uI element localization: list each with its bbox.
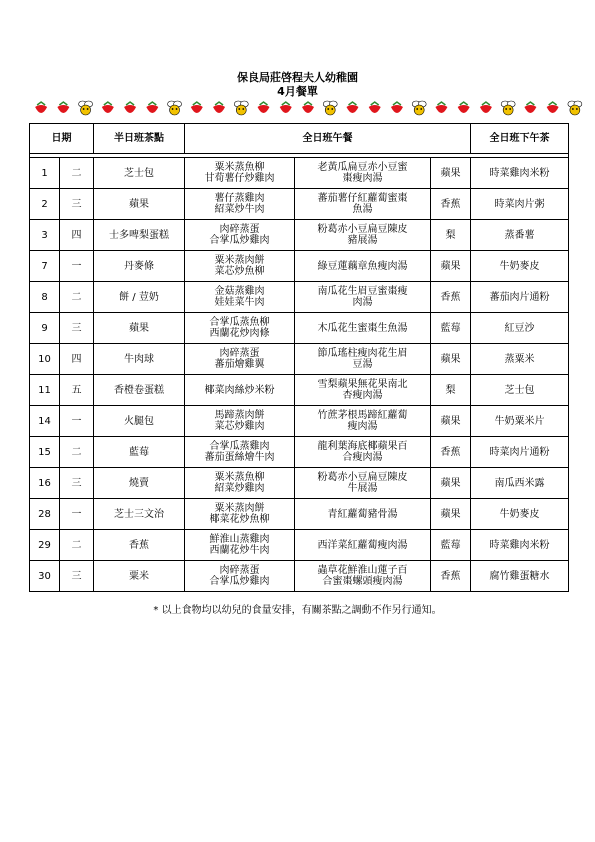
bee-icon xyxy=(568,101,582,115)
lunch-main-cell: 肉碎蒸蛋 合掌瓜炒雞肉 xyxy=(185,561,295,592)
lunch-main-cell: 粟米蒸肉餅 菜芯炒魚柳 xyxy=(185,251,295,282)
strawberry-icon xyxy=(57,102,69,113)
bee-icon xyxy=(79,101,93,115)
bee-icon xyxy=(412,101,426,115)
lunch-fruit-cell: 蘋果 xyxy=(431,344,471,375)
strawberry-icon xyxy=(191,102,203,113)
strawberry-icon xyxy=(435,102,447,113)
day-cell: 29 xyxy=(30,530,60,561)
lunch-soup-cell: 蕃茄薯仔紅蘿蔔蜜棗 魚湯 xyxy=(295,189,431,220)
menu-month-title: 4月餐單 xyxy=(277,85,318,98)
afternoon-tea-cell: 牛奶粟米片 xyxy=(471,406,569,437)
lunch-soup-cell: 節瓜瑤柱瘦肉花生眉 豆湯 xyxy=(295,344,431,375)
weekday-cell: 三 xyxy=(60,189,94,220)
table-row xyxy=(30,406,569,437)
snack-cell: 牛肉球 xyxy=(94,344,185,375)
afternoon-tea-cell: 蕃茄肉片通粉 xyxy=(471,282,569,313)
day-cell: 3 xyxy=(30,220,60,251)
lunch-soup-cell: 粉葛赤小豆扁豆陳皮 豬展湯 xyxy=(295,220,431,251)
weekday-cell: 四 xyxy=(60,344,94,375)
bee-icon xyxy=(323,101,337,115)
lunch-fruit-cell: 香蕉 xyxy=(431,437,471,468)
snack-cell: 香蕉 xyxy=(94,530,185,561)
lunch-fruit-cell: 蘋果 xyxy=(431,406,471,437)
table-row xyxy=(30,313,569,344)
header-date: 日期 xyxy=(30,124,94,154)
table-row xyxy=(30,375,569,406)
snack-cell: 丹麥條 xyxy=(94,251,185,282)
lunch-main-cell: 粟米蒸肉餅 椰菜花炒魚柳 xyxy=(185,499,295,530)
afternoon-tea-cell: 紅豆沙 xyxy=(471,313,569,344)
afternoon-tea-cell: 時菜雞肉米粉 xyxy=(471,158,569,189)
lunch-fruit-cell: 梨 xyxy=(431,220,471,251)
day-cell: 30 xyxy=(30,561,60,592)
table-row xyxy=(30,282,569,313)
day-cell: 7 xyxy=(30,251,60,282)
lunch-soup-cell: 竹蔗茅根馬蹄紅蘿蔔 瘦肉湯 xyxy=(295,406,431,437)
weekday-cell: 一 xyxy=(60,406,94,437)
afternoon-tea-cell: 牛奶麥皮 xyxy=(471,499,569,530)
table-row xyxy=(30,499,569,530)
day-cell: 10 xyxy=(30,344,60,375)
lunch-soup-cell: 青紅蘿蔔豬骨湯 xyxy=(295,499,431,530)
strawberry-icon xyxy=(458,102,470,113)
table-row xyxy=(30,189,569,220)
header-full-day-afternoon: 全日班下午茶 xyxy=(471,124,569,154)
bee-icon xyxy=(501,101,515,115)
day-cell: 9 xyxy=(30,313,60,344)
school-title: 保良局莊啓程夫人幼稚園 xyxy=(237,71,358,84)
footnote: * 以上食物均以幼兒的食量安排，有關茶點之調動不作另行通知。 xyxy=(153,605,442,616)
snack-cell: 芝士三文治 xyxy=(94,499,185,530)
weekday-cell: 三 xyxy=(60,468,94,499)
lunch-fruit-cell: 梨 xyxy=(431,375,471,406)
strawberry-icon xyxy=(480,102,492,113)
weekday-cell: 二 xyxy=(60,158,94,189)
day-cell: 16 xyxy=(30,468,60,499)
lunch-soup-cell: 綠豆蓮藕章魚瘦肉湯 xyxy=(295,251,431,282)
day-cell: 11 xyxy=(30,375,60,406)
strawberry-icon xyxy=(391,102,403,113)
bee-icon xyxy=(234,101,248,115)
menu-table xyxy=(29,123,569,592)
afternoon-tea-cell: 蒸粟米 xyxy=(471,344,569,375)
lunch-fruit-cell: 蘋果 xyxy=(431,251,471,282)
snack-cell: 藍莓 xyxy=(94,437,185,468)
table-row xyxy=(30,220,569,251)
lunch-soup-cell: 西洋菜紅蘿蔔瘦肉湯 xyxy=(295,530,431,561)
table-row xyxy=(30,530,569,561)
lunch-main-cell: 粟米蒸魚柳 甘荀薯仔炒雞肉 xyxy=(185,158,295,189)
afternoon-tea-cell: 牛奶麥皮 xyxy=(471,251,569,282)
afternoon-tea-cell: 時菜肉片粥 xyxy=(471,189,569,220)
weekday-cell: 五 xyxy=(60,375,94,406)
day-cell: 8 xyxy=(30,282,60,313)
lunch-fruit-cell: 藍莓 xyxy=(431,530,471,561)
lunch-fruit-cell: 香蕉 xyxy=(431,561,471,592)
header-half-day-snack: 半日班茶點 xyxy=(94,124,185,154)
weekday-cell: 一 xyxy=(60,251,94,282)
lunch-main-cell: 肉碎蒸蛋 蕃茄燴雞翼 xyxy=(185,344,295,375)
strawberry-icon xyxy=(524,102,536,113)
table-row xyxy=(30,437,569,468)
afternoon-tea-cell: 腐竹雞蛋糖水 xyxy=(471,561,569,592)
strawberry-icon xyxy=(369,102,381,113)
afternoon-tea-cell: 芝士包 xyxy=(471,375,569,406)
lunch-main-cell: 粟米蒸魚柳 紹菜炒雞肉 xyxy=(185,468,295,499)
lunch-main-cell: 薯仔蒸雞肉 紹菜炒牛肉 xyxy=(185,189,295,220)
afternoon-tea-cell: 時菜肉片通粉 xyxy=(471,437,569,468)
lunch-soup-cell: 雪梨蘋果無花果南北 杏瘦肉湯 xyxy=(295,375,431,406)
snack-cell: 火腿包 xyxy=(94,406,185,437)
snack-cell: 蘋果 xyxy=(94,313,185,344)
lunch-fruit-cell: 蘋果 xyxy=(431,499,471,530)
lunch-main-cell: 椰菜肉絲炒米粉 xyxy=(185,375,295,406)
strawberry-icon xyxy=(258,102,270,113)
day-cell: 14 xyxy=(30,406,60,437)
weekday-cell: 三 xyxy=(60,561,94,592)
snack-cell: 芝士包 xyxy=(94,158,185,189)
snack-cell: 餅 / 荳奶 xyxy=(94,282,185,313)
strawberry-icon xyxy=(102,102,114,113)
snack-cell: 粟米 xyxy=(94,561,185,592)
table-row xyxy=(30,251,569,282)
table-header-row xyxy=(30,124,569,154)
afternoon-tea-cell: 南瓜西米露 xyxy=(471,468,569,499)
header-full-day-lunch: 全日班午餐 xyxy=(185,124,471,154)
table-row xyxy=(30,561,569,592)
strawberry-icon xyxy=(547,102,559,113)
weekday-cell: 二 xyxy=(60,282,94,313)
day-cell: 1 xyxy=(30,158,60,189)
day-cell: 15 xyxy=(30,437,60,468)
table-row xyxy=(30,468,569,499)
lunch-fruit-cell: 藍莓 xyxy=(431,313,471,344)
lunch-fruit-cell: 蘋果 xyxy=(431,158,471,189)
day-cell: 28 xyxy=(30,499,60,530)
lunch-fruit-cell: 蘋果 xyxy=(431,468,471,499)
weekday-cell: 二 xyxy=(60,530,94,561)
lunch-main-cell: 鮮淮山蒸雞肉 西蘭花炒牛肉 xyxy=(185,530,295,561)
table-row xyxy=(30,344,569,375)
lunch-soup-cell: 木瓜花生蜜棗生魚湯 xyxy=(295,313,431,344)
day-cell: 2 xyxy=(30,189,60,220)
lunch-main-cell: 合掌瓜蒸魚柳 西蘭花炒肉條 xyxy=(185,313,295,344)
strawberry-icon xyxy=(346,102,358,113)
lunch-fruit-cell: 香蕉 xyxy=(431,189,471,220)
strawberry-icon xyxy=(35,102,47,113)
lunch-soup-cell: 老黃瓜扁豆赤小豆蜜 棗瘦肉湯 xyxy=(295,158,431,189)
bee-icon xyxy=(168,101,182,115)
weekday-cell: 四 xyxy=(60,220,94,251)
lunch-soup-cell: 龍利葉海底椰蘋果百 合瘦肉湯 xyxy=(295,437,431,468)
lunch-soup-cell: 蟲草花鮮淮山蓮子百 合蜜棗螺頭瘦肉湯 xyxy=(295,561,431,592)
lunch-soup-cell: 南瓜花生眉豆蜜棗瘦 肉湯 xyxy=(295,282,431,313)
strawberry-icon xyxy=(280,102,292,113)
lunch-main-cell: 肉碎蒸蛋 合掌瓜炒雞肉 xyxy=(185,220,295,251)
lunch-main-cell: 合掌瓜蒸雞肉 蕃茄蛋絲燴牛肉 xyxy=(185,437,295,468)
weekday-cell: 二 xyxy=(60,437,94,468)
lunch-main-cell: 金菇蒸雞肉 娃娃菜牛肉 xyxy=(185,282,295,313)
strawberry-icon xyxy=(146,102,158,113)
snack-cell: 士多啤梨蛋糕 xyxy=(94,220,185,251)
snack-cell: 蘋果 xyxy=(94,189,185,220)
weekday-cell: 三 xyxy=(60,313,94,344)
strawberry-icon xyxy=(302,102,314,113)
afternoon-tea-cell: 蒸番薯 xyxy=(471,220,569,251)
lunch-soup-cell: 粉葛赤小豆扁豆陳皮 牛展湯 xyxy=(295,468,431,499)
lunch-fruit-cell: 香蕉 xyxy=(431,282,471,313)
snack-cell: 燒賣 xyxy=(94,468,185,499)
snack-cell: 香橙卷蛋糕 xyxy=(94,375,185,406)
lunch-main-cell: 馬蹄蒸肉餅 菜芯炒雞肉 xyxy=(185,406,295,437)
table-row xyxy=(30,158,569,189)
afternoon-tea-cell: 時菜雞肉米粉 xyxy=(471,530,569,561)
strawberry-icon xyxy=(213,102,225,113)
strawberry-icon xyxy=(124,102,136,113)
weekday-cell: 一 xyxy=(60,499,94,530)
decorative-border xyxy=(30,99,586,117)
